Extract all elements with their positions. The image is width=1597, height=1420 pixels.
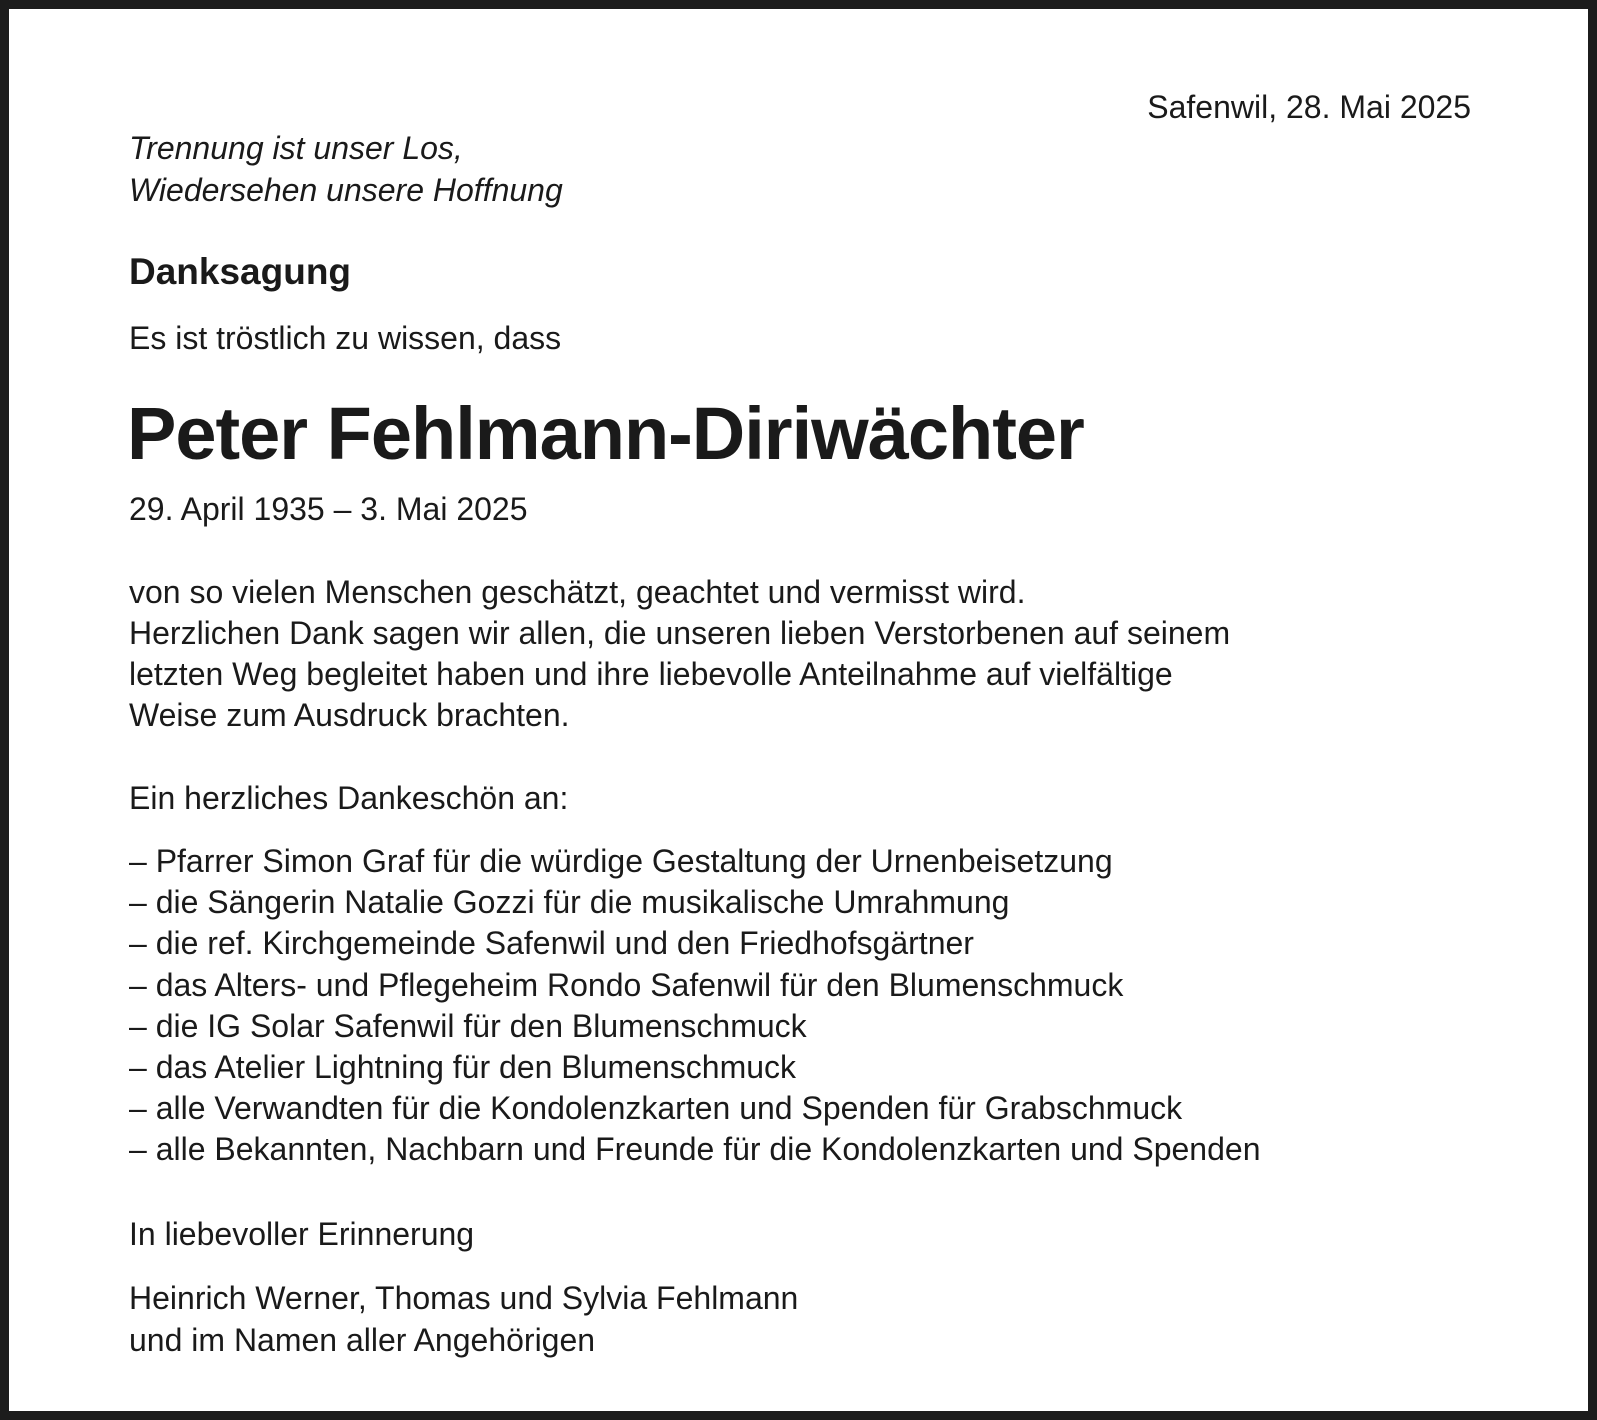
heading: Danksagung xyxy=(129,251,352,292)
thanks-list xyxy=(129,841,1260,1171)
signer-line: Heinrich Werner, Thomas und Sylvia Fehlmann xyxy=(129,1280,799,1316)
intro-text: Es ist tröstlich zu wissen, dass xyxy=(129,320,562,356)
signer-line: und im Namen aller Angehörigen xyxy=(129,1322,596,1358)
body-line: Herzlichen Dank sagen wir allen, die unseren lieben Verstorbenen auf seinem xyxy=(129,615,1231,651)
body-line: letzten Weg begleitet haben und ihre liebevolle Anteilnahme auf vielfältige xyxy=(129,656,1173,692)
thanks-item: – die Sängerin Natalie Gozzi für die musikalische Umrahmung xyxy=(129,884,1010,921)
thanks-item: – alle Verwandten für die Kondolenzkarten und Spenden für Grabschmuck xyxy=(129,1090,1183,1127)
thanks-item: – das Alters- und Pflegeheim Rondo Safenwil für den Blumenschmuck xyxy=(129,966,1124,1003)
place-date: Safenwil, 28. Mai 2025 xyxy=(1147,89,1471,125)
thanks-item: – die IG Solar Safenwil für den Blumenschmuck xyxy=(129,1007,807,1044)
motto-line: Wiedersehen unsere Hoffnung xyxy=(129,172,563,208)
thanks-item: – die ref. Kirchgemeinde Safenwil und den Friedhofsgärtner xyxy=(129,925,974,962)
body-paragraph xyxy=(129,572,1230,736)
motto-line: Trennung ist unser Los, xyxy=(129,130,463,166)
thanks-item: – Pfarrer Simon Graf für die würdige Gestaltung der Urnenbeisetzung xyxy=(129,843,1113,879)
deceased-name: Peter Fehlmann-Diriwächter xyxy=(127,392,1084,475)
thanks-item: – alle Bekannten, Nachbarn und Freunde für die Kondolenzkarten und Spenden xyxy=(129,1131,1261,1168)
closing-line: In liebevoller Erinnerung xyxy=(129,1216,475,1252)
thanks-item: – das Atelier Lightning für den Blumenschmuck xyxy=(129,1049,797,1086)
thanks-intro: Ein herzliches Dankeschön an: xyxy=(129,780,569,816)
motto xyxy=(129,127,563,211)
body-line: von so vielen Menschen geschätzt, geachtet und vermisst wird. xyxy=(129,574,1026,610)
life-dates: 29. April 1935 – 3. Mai 2025 xyxy=(129,491,528,527)
signers xyxy=(129,1277,798,1361)
body-line: Weise zum Ausdruck brachten. xyxy=(129,697,570,733)
